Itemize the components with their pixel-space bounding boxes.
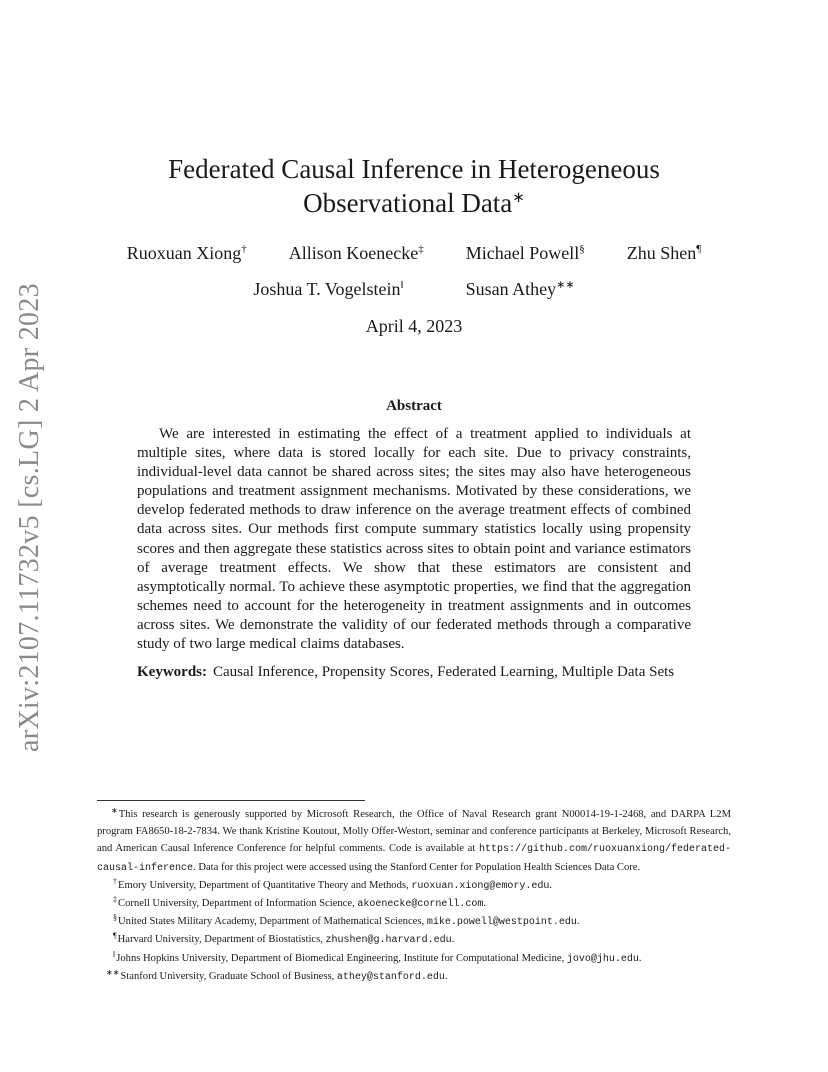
affiliation-text: Stanford University, Graduate School of Business, xyxy=(120,970,335,982)
keywords-text: Causal Inference, Propensity Scores, Federated Learning, Multiple Data Sets xyxy=(213,664,675,680)
author xyxy=(127,243,247,264)
author xyxy=(466,243,585,264)
footnote-rule xyxy=(97,800,365,801)
footnote-affiliation: ¶Harvard University, Department of Biostatistics, zhushen@g.harvard.edu. xyxy=(113,931,455,947)
author-name: Ruoxuan Xiong xyxy=(126,243,242,263)
footnote-mark: ‡ xyxy=(113,895,117,905)
author-mark: ∗∗ xyxy=(556,279,575,291)
footnote-mark: ∗ xyxy=(111,806,118,815)
paper-title xyxy=(100,152,728,220)
author xyxy=(627,243,701,264)
footnote-mark: § xyxy=(113,913,117,923)
author-email[interactable]: jovo@jhu.edu xyxy=(566,953,639,965)
author-mark: ‡ xyxy=(418,243,424,255)
publication-date: April 4, 2023 xyxy=(365,316,463,336)
author xyxy=(466,279,575,300)
footnote-affiliation: ∗∗Stanford University, Graduate School of Business, athey@stanford.edu. xyxy=(106,967,448,983)
author xyxy=(253,279,403,300)
author-mark: ¶ xyxy=(696,243,702,255)
footnote-mark: † xyxy=(113,876,117,886)
author-mark: † xyxy=(241,243,247,255)
author-email[interactable]: zhushen@g.harvard.edu xyxy=(325,935,452,947)
affiliation-text: United States Military Academy, Department of Mathematical Sciences, xyxy=(118,916,425,928)
footnote-funding-text: This research is generously supported by Microsoft Research, the Office of Naval Research grant N00014-19-1-2468, and DARPA L2M program FA8650-18-2-7834. We thank Kristine Koutout, Molly Offer-Westort, seminar and conference participants at Berkeley, Microsoft Research, and American Causal Inference Conference for helpful comments. Code is available at xyxy=(97,809,731,855)
abstract-heading: Abstract xyxy=(386,398,442,414)
author-name: Allison Koenecke xyxy=(288,243,419,263)
footnote-funding-text-end: . Data for this project were accessed using the Stanford Center for Population Health Sciences Data Core. xyxy=(193,861,641,873)
code-repository-link[interactable]: https://github.com/ruoxuanxiong/federated-causal-inference xyxy=(97,844,731,874)
affiliation-text: Emory University, Department of Quantitative Theory and Methods, xyxy=(118,879,409,891)
footnote-mark: ∗∗ xyxy=(106,967,120,977)
abstract-body: We are interested in estimating the effect of a treatment applied to individuals at multiple sites, where data is stored locally for each site. Due to privacy constraints, individual-level data cannot be shared across sites; the sites may also have heterogeneous populations and treatment assignment mechanisms. Motivated by these considerations, we develop federated methods to draw inference on the average treatment effects of combined data across sites. Our methods first compute summary statistics locally using propensity scores and then aggregate these statistics across sites to obtain point and variance estimators of average treatment effects. We show that these estimators are consistent and asymptotically normal. To achieve these asymptotic properties, we find that the aggregation schemes need to account for the heterogeneity in treatment assignments and in outcomes across sites. We demonstrate the validity of our federated methods through a comparative study of two large medical claims databases. xyxy=(137,426,691,653)
footnotes xyxy=(97,806,731,986)
affiliation-text: Johns Hopkins University, Department of Biomedical Engineering, Institute for Computational Medicine, xyxy=(116,952,565,964)
title-footnote-mark: ∗ xyxy=(512,190,525,206)
author-name: Zhu Shen xyxy=(626,243,697,263)
author-email[interactable]: ruoxuan.xiong@emory.edu xyxy=(411,880,550,892)
author-email[interactable]: akoenecke@cornell.com xyxy=(357,899,484,911)
footnote-affiliation: †Emory University, Department of Quantitative Theory and Methods, ruoxuan.xiong@emory.edu. xyxy=(113,876,553,892)
affiliation-text: Cornell University, Department of Information Science, xyxy=(118,898,355,910)
footnote-affiliation: §United States Military Academy, Department of Mathematical Sciences, mike.powell@westpoint.edu. xyxy=(113,913,580,929)
author-name: Michael Powell xyxy=(465,243,580,263)
author-mark: ‖ xyxy=(400,279,404,291)
affiliation-text: Harvard University, Department of Biostatistics, xyxy=(117,934,323,946)
author-email[interactable]: mike.powell@westpoint.edu xyxy=(426,917,577,929)
footnote-funding xyxy=(97,806,731,877)
footnote-mark: ¶ xyxy=(113,931,117,941)
footnote-affiliation: ‖Johns Hopkins University, Department of Biomedical Engineering, Institute for Computational Medicine, jovo@jhu.edu. xyxy=(113,949,642,965)
title-line-2-text: Observational Data xyxy=(303,188,513,218)
author-mark: § xyxy=(579,243,585,255)
author xyxy=(289,243,424,264)
authors-row-1 xyxy=(80,243,748,264)
author-name: Joshua T. Vogelstein xyxy=(253,279,401,299)
footnote-mark: ‖ xyxy=(113,949,116,959)
author-email[interactable]: athey@stanford.edu xyxy=(336,971,445,983)
title-line-1: Federated Causal Inference in Heterogeneous xyxy=(168,154,660,184)
authors-row-2 xyxy=(80,279,748,300)
arxiv-identifier-stamp: arXiv:2107.11732v5 [cs.LG] 2 Apr 2023 xyxy=(14,283,45,752)
title-line-2 xyxy=(100,186,728,220)
footnote-affiliation: ‡Cornell University, Department of Information Science, akoenecke@cornell.com. xyxy=(113,895,487,911)
keywords xyxy=(137,663,691,682)
author-name: Susan Athey xyxy=(465,279,557,299)
keywords-label: Keywords: xyxy=(137,664,207,680)
